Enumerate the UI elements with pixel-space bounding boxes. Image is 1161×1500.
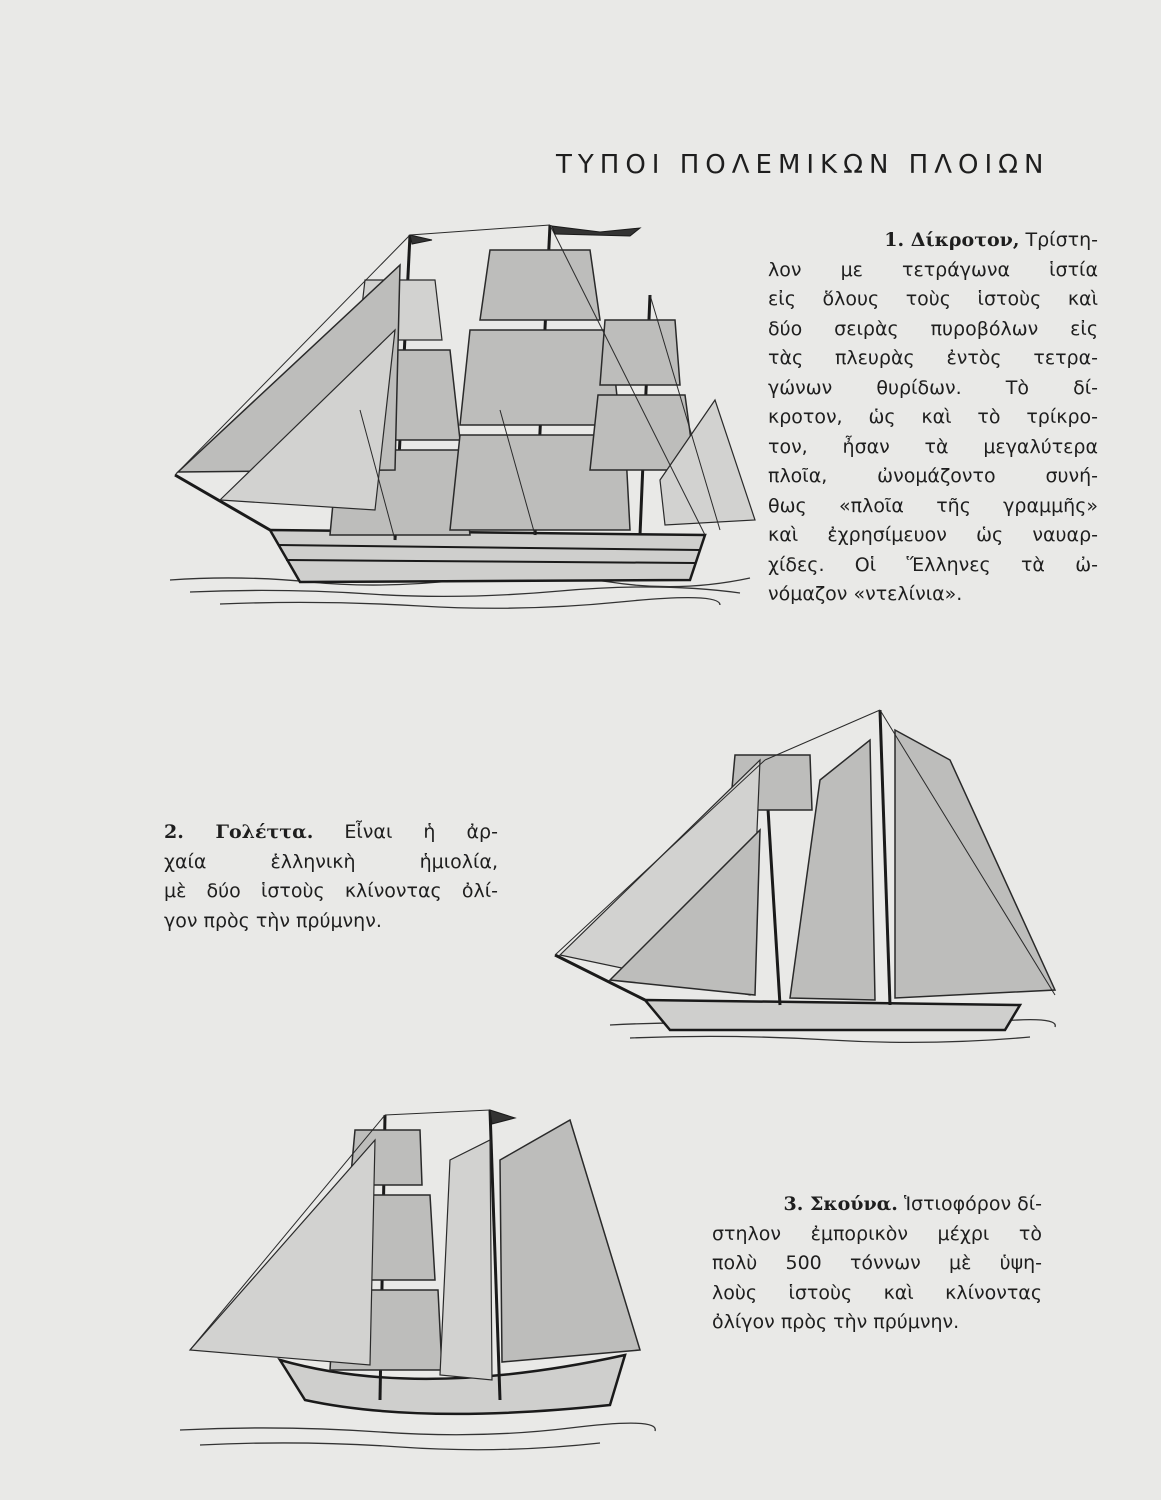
section-3-line: Ἱστιοφόρον δί- [903,1193,1042,1215]
section-3-heading: 3. Σκούνα. [783,1193,898,1215]
section-2-first-line [164,818,498,848]
section-2-line: χαία ἑλληνικὴ ἡμιολία, [164,850,498,873]
section-1-line: νόμαζον «ντελίνια». [768,583,963,605]
section-1-line: τον, ἦσαν τὰ μεγαλύτερα [768,435,1098,458]
section-2-heading: 2. Γολέττα. [164,821,314,843]
section-1-line: γώνων θυρίδων. Τὸ δί- [768,376,1098,399]
merchant-schooner-illustration [170,1100,660,1470]
ship1-drawing [160,210,760,630]
section-3-skouna [712,1190,1042,1338]
ship2-drawing [550,700,1060,1060]
section-3-first-line [712,1190,1042,1220]
schooner-illustration [550,700,1060,1060]
section-1-line: δύο σειρὰς πυροβόλων εἰς [768,317,1098,340]
section-2-goletta [164,818,498,936]
page-title: ΤΥΠΟΙ ΠΟΛΕΜΙΚΩΝ ΠΛΟΙΩΝ [556,150,1050,180]
section-1-line: πλοῖα, ὠνομάζοντο συνή- [768,465,1098,487]
section-2-line: γον πρὸς τὴν πρύμνην. [164,909,382,932]
section-1-dikroton [768,226,1098,610]
section-3-line: στηλον ἐμπορικὸν μέχρι τὸ [712,1222,1042,1245]
section-1-line: τὰς πλευρὰς ἐντὸς τετρα- [768,347,1098,369]
section-2-line: Εἶναι ἡ ἀρ- [344,821,498,843]
section-1-line: Τρίστη- [1025,229,1098,251]
section-1-line: θως «πλοῖα τῆς γραμμῆς» [768,494,1098,517]
ship3-drawing [170,1100,660,1470]
ship-of-the-line-illustration [160,210,760,630]
section-1-line: καὶ ἐχρησίμευον ὡς ναυαρ- [768,524,1098,546]
section-1-line: χίδες. Οἱ Ἕλληνες τὰ ὠ- [768,553,1098,576]
section-1-heading: 1. Δίκροτον, [884,229,1020,251]
section-1-line: λον με τετράγωνα ἱστία [768,258,1098,281]
section-3-line: πολὺ 500 τόννων μὲ ὑψη- [712,1252,1042,1274]
section-1-line: εἰς ὅλους τοὺς ἱστοὺς καὶ [768,288,1098,310]
section-2-line: μὲ δύο ἱστοὺς κλίνοντας ὀλί- [164,880,498,902]
section-1-first-line [768,226,1098,256]
section-3-line: ὀλίγον πρὸς τὴν πρύμνην. [712,1311,960,1333]
section-1-line: κροτον, ὡς καὶ τὸ τρίκρο- [768,406,1098,428]
section-3-line: λοὺς ἱστοὺς καὶ κλίνοντας [712,1281,1042,1304]
